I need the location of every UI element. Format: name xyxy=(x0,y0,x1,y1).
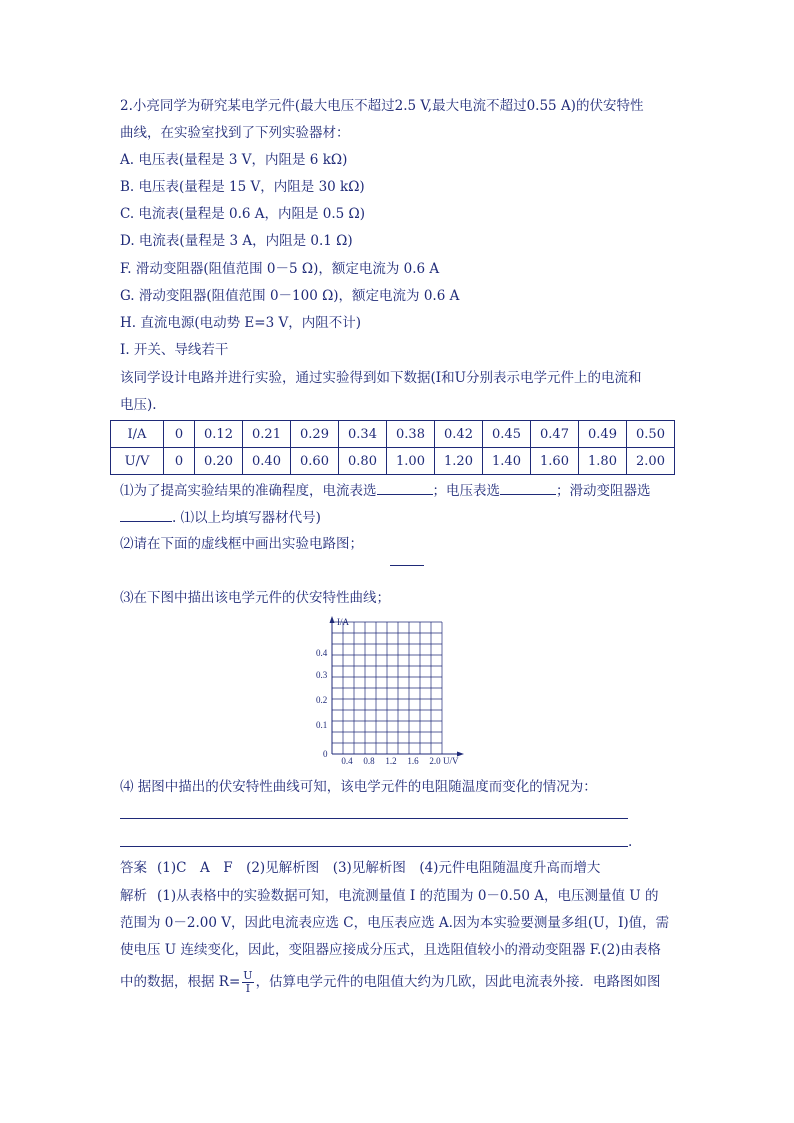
table-cell: 0.40 xyxy=(243,448,291,475)
x-tick-label: 1.6 xyxy=(407,756,419,766)
part1-line1 xyxy=(120,480,651,501)
part2-line: ⑵请在下面的虚线框中画出实验电路图； xyxy=(120,536,363,552)
analysis-line2: 范围为 0－2.00 V，因此电流表应选 C，电压表应选 A.因为本实验要测量多组(U，I)值，需 xyxy=(120,915,670,931)
table-cell: 0.34 xyxy=(339,421,387,448)
option-i: I. 开关、导线若干 xyxy=(120,342,229,358)
analysis-line4 xyxy=(120,970,661,995)
question-intro-line2: 曲线，在实验室找到了下列实验器材： xyxy=(120,125,350,141)
table-cell: 0.49 xyxy=(579,421,627,448)
table-cell: 1.60 xyxy=(531,448,579,475)
answer-line xyxy=(120,858,600,878)
option-h: H. 直流电源(电动势 E=3 V，内阻不计) xyxy=(120,315,361,331)
table-cell: 1.00 xyxy=(387,448,435,475)
y-tick-label: 0.1 xyxy=(316,720,328,730)
answer-line-2[interactable] xyxy=(120,846,628,847)
table-cell: 1.80 xyxy=(579,448,627,475)
analysis-text: 中的数据，根据 R= xyxy=(120,974,241,990)
analysis-label: 解析 xyxy=(120,888,147,904)
answer-line-1[interactable] xyxy=(120,818,628,819)
y-tick-label: 0.4 xyxy=(316,648,328,658)
option-a: A. 电压表(量程是 3 V，内阻是 6 kΩ) xyxy=(120,152,348,168)
part1-text-d: . ⑴以上均填写器材代号) xyxy=(172,510,321,526)
table-cell: 0.50 xyxy=(627,421,675,448)
answer-blank-voltmeter[interactable] xyxy=(500,480,556,495)
option-c: C. 电流表(量程是 0.6 A，内阻是 0.5 Ω) xyxy=(120,206,366,222)
table-cell: 0 xyxy=(164,448,195,475)
analysis-line3: 使电压 U 连续变化，因此，变阻器应接成分压式，且选阻值较小的滑动变阻器 F.(2)由表格 xyxy=(120,942,661,958)
option-g: G. 滑动变阻器(阻值范围 0－100 Ω)，额定电流为 0.6 A xyxy=(120,288,460,304)
table-cell: 0.60 xyxy=(291,448,339,475)
table-cell: 1.20 xyxy=(435,448,483,475)
fraction-denominator: I xyxy=(245,982,251,995)
y-axis-label: I/A xyxy=(337,617,349,627)
table-cell: 0.42 xyxy=(435,421,483,448)
graph-grid xyxy=(332,622,442,754)
x-tick-label: 0.4 xyxy=(341,756,353,766)
fraction-numerator: U xyxy=(243,969,253,982)
y-tick-label: 0.3 xyxy=(316,670,328,680)
option-b: B. 电压表(量程是 15 V，内阻是 30 kΩ) xyxy=(120,179,365,195)
iv-graph xyxy=(310,614,485,772)
option-f: F. 滑动变阻器(阻值范围 0－5 Ω)，额定电流为 0.6 A xyxy=(120,261,440,277)
data-table xyxy=(110,420,675,475)
table-cell: 0.20 xyxy=(195,448,243,475)
table-cell: 0.29 xyxy=(291,421,339,448)
table-row-current xyxy=(111,421,675,448)
part4-line: ⑷ 据图中描出的伏安特性曲线可知，该电学元件的电阻随温度而变化的情况为： xyxy=(120,779,597,795)
table-cell: 0.21 xyxy=(243,421,291,448)
table-row-label: U/V xyxy=(111,448,164,475)
answer-blank-rheostat[interactable] xyxy=(120,507,172,522)
table-cell: 2.00 xyxy=(627,448,675,475)
table-cell: 0.45 xyxy=(483,421,531,448)
y-tick-label: 0.2 xyxy=(316,695,328,705)
x-tick-label: 1.2 xyxy=(385,756,397,766)
y-axis-arrow-icon xyxy=(330,616,335,623)
table-row-voltage xyxy=(111,448,675,475)
fraction-u-over-i xyxy=(242,970,253,995)
origin-label: 0 xyxy=(323,749,328,759)
answer-label: 答案 xyxy=(120,860,147,876)
table-cell: 0.47 xyxy=(531,421,579,448)
design-line1: 该同学设计电路并进行实验，通过实验得到如下数据(I和U分别表示电学元件上的电流和 xyxy=(120,370,642,386)
dashed-box-remnant xyxy=(390,565,424,566)
option-d: D. 电流表(量程是 3 A，内阻是 0.1 Ω) xyxy=(120,233,353,249)
answer-text: (1)C A F (2)见解析图 (3)见解析图 (4)元件电阻随温度升高而增大 xyxy=(157,860,601,876)
x-tick-label: 2.0 xyxy=(429,756,441,766)
analysis-text: (1)从表格中的实验数据可知，电流测量值 I 的范围为 0－0.50 A，电压测量值 U 的 xyxy=(157,888,659,904)
answer-blank-ammeter[interactable] xyxy=(377,480,433,495)
part1-text-a: ⑴为了提高实验结果的准确程度，电流表选 xyxy=(120,483,377,499)
design-line2: 电压). xyxy=(120,397,157,413)
x-axis-label: U/V xyxy=(443,756,459,766)
part3-line: ⑶在下图中描出该电学元件的伏安特性曲线； xyxy=(120,590,390,606)
table-cell: 0.38 xyxy=(387,421,435,448)
analysis-text: ，估算电学元件的电阻值大约为几欧，因此电流表外接．电路图如图 xyxy=(255,974,661,990)
table-cell: 0.12 xyxy=(195,421,243,448)
analysis-line1 xyxy=(120,886,658,906)
part1-line2 xyxy=(120,507,321,528)
table-cell: 0 xyxy=(164,421,195,448)
part1-text-b: ；电压表选 xyxy=(432,483,500,499)
table-cell: 0.80 xyxy=(339,448,387,475)
table-cell: 1.40 xyxy=(483,448,531,475)
part1-text-c: ；滑动变阻器选 xyxy=(556,483,651,499)
answer-line-period: . xyxy=(628,834,633,850)
x-tick-label: 0.8 xyxy=(363,756,375,766)
table-row-label: I/A xyxy=(111,421,164,448)
question-intro-line1: 2.小亮同学为研究某电学元件(最大电压不超过2.5 V,最大电流不超过0.55 A)的伏安特性 xyxy=(120,98,644,114)
